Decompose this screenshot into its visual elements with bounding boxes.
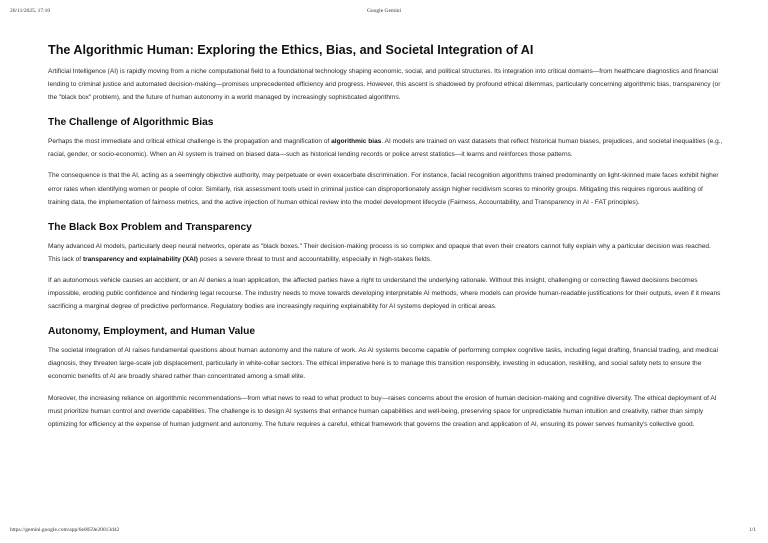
document-body — [48, 41, 723, 439]
section-black-box-paragraph-2: If an autonomous vehicle causes an accident, or an AI denies a loan application, the affected parties have a right to understand the underlying rationale. Without this insight, challenging or correcting flawed decisions becomes impossible, eroding public confidence and hindering legal recourse. The industry needs to move towards developing interpretable AI methods, where models can provide human-readable justifications for their outputs, even if it means sacrificing a marginal degree of predictive performance. Regulatory bodies are increasingly requiring explainability for AI systems deployed in critical areas. — [48, 276, 721, 311]
section-heading-bias: The Challenge of Algorithmic Bias — [48, 117, 214, 129]
section-heading-black-box: The Black Box Problem and Transparency — [48, 221, 252, 233]
document-title: The Algorithmic Human: Exploring the Ethics, Bias, and Societal Integration of AI — [48, 43, 534, 57]
intro-paragraph: Artificial Intelligence (AI) is rapidly moving from a niche computational field to a foundational technology shaping economic, social, and political structures. Its integration into critical domains—from healthcare diagnostics and financial lending to criminal justice and automated decision-making—promises unprecedented efficiency and progress. However, this ascent is shadowed by profound ethical dilemmas, particularly concerning algorithmic bias, transparency (or the "black box" problem), and the future of human autonomy in a world managed by increasingly sophisticated algorithms. — [48, 68, 721, 102]
print-footer — [0, 527, 768, 537]
section-heading-autonomy: Autonomy, Employment, and Human Value — [48, 326, 255, 338]
bold-term-algorithmic-bias: algorithmic bias — [331, 138, 382, 146]
section-autonomy-paragraph-2: Moreover, the increasing reliance on algorithmic recommendations—from what news to read to what product to buy—raises concerns about the erosion of human decision-making and cognitive diversity. The ethical deployment of AI must prioritize human control and override capabilities. The challenge is to design AI systems that enhance human capabilities and well-being, preserving space for unpredictable human intuition and creativity, rather than simply optimizing for efficiency at the expense of human judgment and autonomy. The future requires a careful, ethical framework that governs the creation and application of AI, ensuring its power serves humanity's collective good. — [48, 394, 717, 428]
section-black-box-paragraph-1: Many advanced AI models, particularly deep neural networks, operate as "black boxes." Their decision-making process is so complex and opaque that even their creators cannot fully explain why a particular decision was reached. This lack of transparency and explainability (XAI) poses a severe threat to trust and accountability, especially in high-stakes fields. — [48, 242, 711, 263]
section-autonomy-paragraph-1: The societal integration of AI raises fundamental questions about human autonomy and the nature of work. As AI systems become capable of performing complex cognitive tasks, including legal drafting, financial trading, and medical diagnosis, they threaten large-scale job displacement, particularly in white-collar sectors. The ethical imperative here is to manage this transition responsibly, investing in education, reskilling, and social safety nets to ensure the economic benefits of AI are broadly shared rather than concentrated among a small elite. — [48, 347, 718, 381]
section-bias-paragraph-2: The consequence is that the AI, acting as a seemingly objective authority, may perpetuate or even exacerbate discrimination. For instance, facial recognition algorithms trained predominantly on light-skinned male faces exhibit higher error rates when identifying women or people of color. Similarly, risk assessment tools used in criminal justice can disproportionately assign higher recidivism scores to minority groups. Mitigating this requires rigorous auditing of training data, the implementation of fairness metrics, and the active injection of human ethical review into the model development lifecycle (Fairness, Accountability, and Transparency in AI - FAT principles). — [48, 172, 719, 206]
print-datetime: 26/11/2025, 17:10 — [10, 8, 51, 14]
section-bias-paragraph-1: Perhaps the most immediate and critical ethical challenge is the propagation and magnification of algorithmic bias. AI models are trained on vast datasets that reflect historical human biases, prejudices, and societal inequalities (e.g., racial, gender, or socio-economic). When an AI system is trained on biased data—such as historical lending records or police arrest statistics—it learns and reinforces those patterns. — [48, 138, 723, 159]
print-header — [0, 8, 768, 18]
print-url: https://gemini.google.com/app/6e0059e20013d42 — [10, 527, 120, 533]
bold-term-xai: transparency and explainability (XAI) — [82, 255, 198, 263]
print-page-title: Google Gemini — [366, 8, 402, 14]
print-page-number: 1/1 — [748, 527, 756, 533]
